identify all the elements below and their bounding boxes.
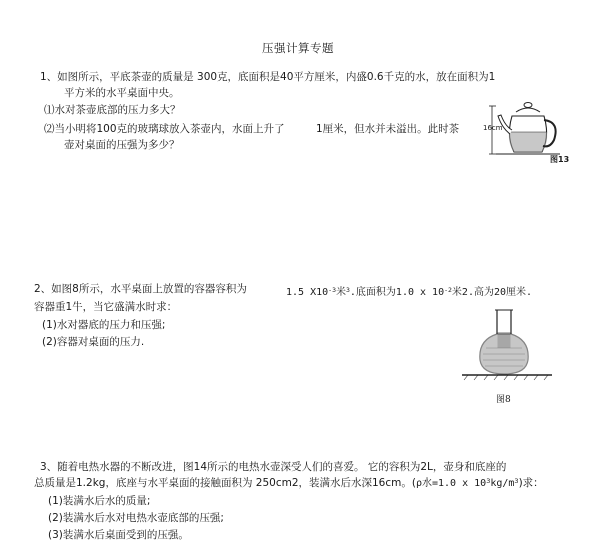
q2-line-2: 容器重1牛，当它盛满水时求： <box>34 301 178 313</box>
q3-sub-1: (1)装满水后水的质量; <box>48 495 151 507</box>
page-title: 压强计算专题 <box>262 41 334 55</box>
teapot-dimension-label: 16cm <box>483 124 503 132</box>
q1-line-2: 平方米的水平桌面中央。 <box>64 87 180 99</box>
figure-13-caption: 图13 <box>550 155 570 164</box>
q1-sub-2b: 1厘米，但水并未溢出。此时茶 <box>316 123 460 135</box>
q3-line-1: 3、随着电热水器的不断改进，图14所示的电热水壶深受人们的喜爱。 它的容积为2L，壶身和底座的 <box>40 461 507 473</box>
q1-sub-2c: 壶对桌面的压强为多少？ <box>64 139 180 151</box>
q3-sub-3: (3)装满水后桌面受到的压强。 <box>48 529 189 541</box>
flask-figure <box>462 308 552 388</box>
q2-line-1a: 2、如图8所示，水平桌面上放置的容器容积为 <box>34 283 247 295</box>
q3-sub-2: (2)装满水后水对电热水壶底部的压强; <box>48 512 224 524</box>
q2-sub-2: (2)容器对桌面的压力. <box>42 336 145 348</box>
q1-sub-2a: ⑵当小明将100克的玻璃球放入茶壶内，水面上升了 <box>44 123 285 135</box>
figure-8-caption: 图8 <box>496 395 511 405</box>
q1-line-1: 1、如图所示，平底茶壶的质量是 300克，底面积是40平方厘米，内盛0.6千克的水，放在面积为1 <box>40 71 496 83</box>
q1-sub-1: ⑴水对茶壶底部的压力多大？ <box>44 104 181 116</box>
q2-sub-1: (1)水对器底的压力和压强; <box>42 319 166 331</box>
q2-line-1b: 1.5 $X10^{-3}$米$^3$.底面积为1.0 x $10^{-2}$米2.高为20厘米. <box>286 286 533 298</box>
q3-line-2: 总质量是1.2kg，底座与水平桌面的接触面积为 250cm2，装满水后水深16cm。(ρ水=1.0 x $10^3kg/m^3$)求： <box>34 477 544 489</box>
